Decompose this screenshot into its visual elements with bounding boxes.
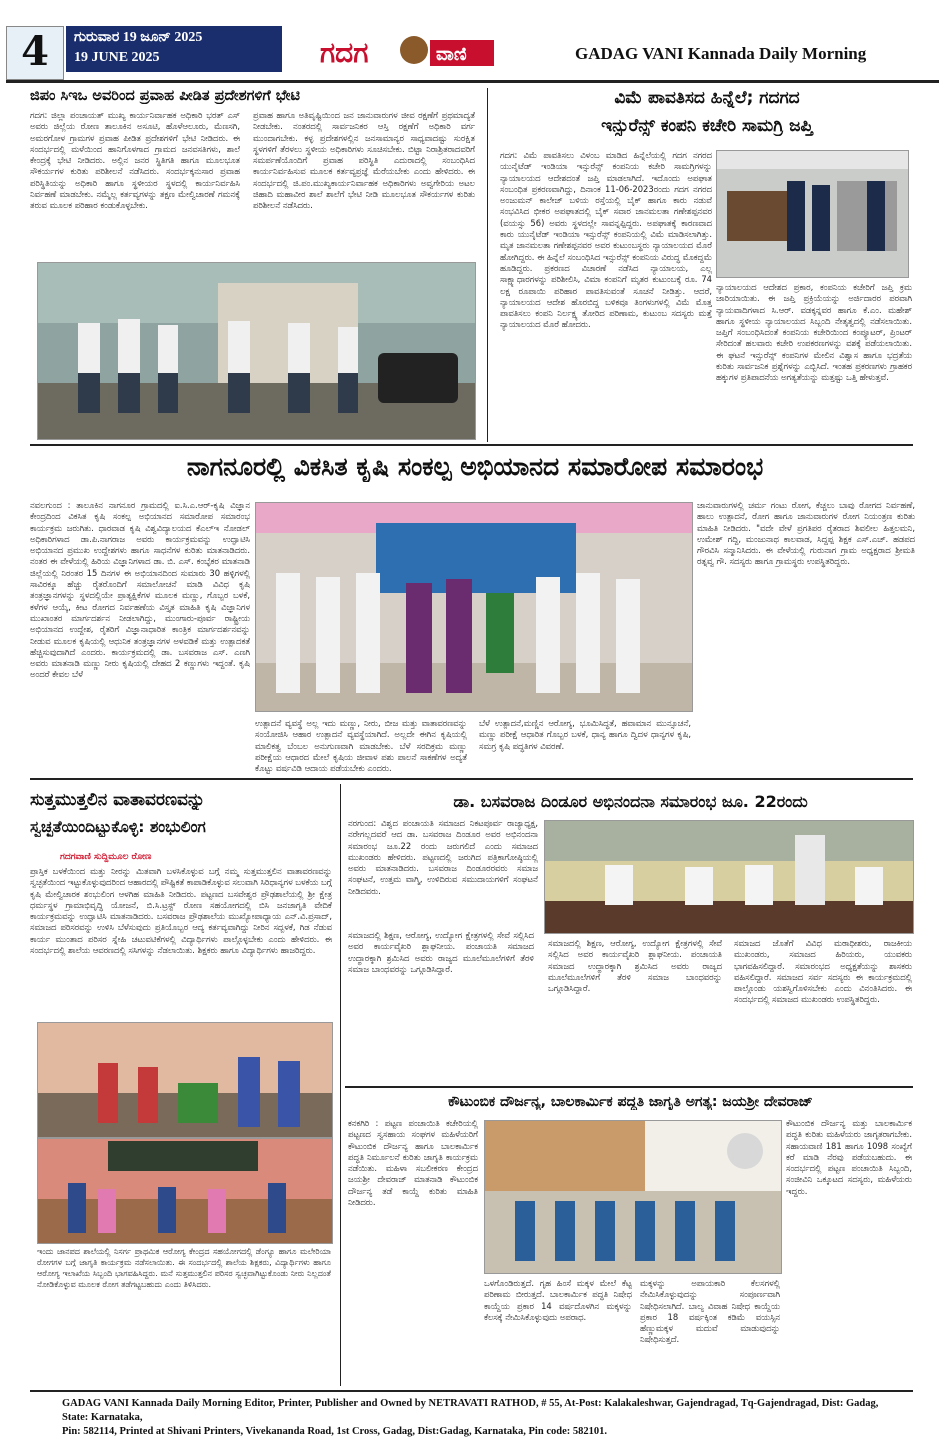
imprint-line1: GADAG VANI Kannada Daily Morning Editor, Printer, Publisher and Owned by NETRAVATI RATHOD, # 55, At-Post: Kalakaleshwar, Gajendragad, Tq-Gajendragad, Dist: Gadag, State: Karnataka, — [62, 1398, 879, 1423]
article4-byline: ಗದಗವಾಣಿ ಸುದ್ದಿಮೂಲ ರೋಣ — [60, 852, 152, 862]
article4-photo2 — [37, 1138, 333, 1244]
article4-photo1 — [37, 1022, 333, 1138]
article6-col4: ಕೌಟುಂಬಿಕ ದೌರ್ಜನ್ಯ ಮತ್ತು ಬಾಲಕಾರ್ಮಿಕ ಪದ್ಧತಿ ಕುರಿತು ಮಹಿಳೆಯರು ಜಾಗೃತರಾಗಬೇಕು. ಸಹಾಯವಾಣಿ 181 ಹಾಗೂ 1098 ಸಂಖ್ಯೆಗೆ ಕರೆ ಮಾಡಿ ನೆರವು ಪಡೆಯಬಹುದು. ಈ ಸಂದರ್ಭದಲ್ಲಿ ಪಟ್ಟಣ ಪಂಚಾಯಿತಿ ಸಿಬ್ಬಂದಿ, ಸಂಜೀವಿನಿ ಒಕ್ಕೂಟದ ಸದಸ್ಯರು, ಮಹಿಳೆಯರು ಇದ್ದರು. — [786, 1118, 912, 1196]
article5-headline: ಡಾ. ಬಸವರಾಜ ದಿಂಡೂರ ಅಭಿನಂದನಾ ಸಮಾರಂಭ ಜೂ. 22ರಂದು — [453, 792, 808, 811]
article3-photo — [255, 502, 693, 712]
date-banner — [66, 26, 282, 72]
section-rule — [345, 1086, 913, 1088]
article3-col1: ನವಲಗುಂದ : ತಾಲೂಕಿನ ನಾಗನೂರ ಗ್ರಾಮದಲ್ಲಿ ಐ.ಸಿ.ಎ.ಆರ್-ಕೃಷಿ ವಿಜ್ಞಾನ ಕೇಂದ್ರದಿಂದ ವಿಕಸಿತ ಕೃಷಿ ಸಂಕಲ್ಪ ಅಭಿಯಾನದ ಸಮಾರೋಪ ಸಮಾರಂಭ ಕಾರ್ಯಕ್ರಮ ಜರುಗಿತು. ಧಾರವಾಡ ಕೃಷಿ ವಿಶ್ವವಿದ್ಯಾಲಯದ ಕೆಎಲ್‌ಇ ನೋಡಲ್ ಅಧಿಕಾರಿಗಳಾದ ಡಾ.ಪಿ.ನಾಗರಾಜ ಅವರು ಕಾರ್ಯಕ್ರಮವನ್ನು ಉದ್ಘಾಟಿಸಿ ಅಭಿಯಾನದ ಪ್ರಮುಖ ಉದ್ದೇಶಗಳು ಹಾಗೂ ಸಾಧನೆಗಳ ಕುರಿತು ಮಾತನಾಡಿದರು. ನಂತರ ಈ ವೇಳೆಯಲ್ಲಿ ಹಿರಿಯ ವಿಜ್ಞಾನಿಗಳಾದ ಡಾ. ಬಿ. ಎಸ್. ಕಂಬ್ಳೆಕರ ಮಾತನಾಡಿ ಜಿಲ್ಲೆಯಲ್ಲಿ ನಿರಂತರ 15 ದಿನಗಳ ಈ ಅಭಿಯಾನದಿಂದ ಸುಮಾರು 30 ಹಳ್ಳಿಗಳಲ್ಲಿ ಸಾವಿರಕ್ಕೂ ಹೆಚ್ಚು ರೈತರೊಂದಿಗೆ ಸಮಾಲೋಚನೆ ಮಾಡಿ ವಿವಿಧ ಕೃಷಿ ತಂತ್ರಜ್ಞಾನಗಳನ್ನು ಸ್ಥಳದಲ್ಲಿಯೇ ಪ್ರಾತ್ಯಕ್ಷಿಕೆಗಳ ಮೂಲಕ ಮಣ್ಣು, ಗೊಬ್ಬರ ಬಳಕೆ, ಕಳೆಗಳ ಆಯ್ಕೆ, ಕೀಟ ರೋಗದ ನಿರ್ವಹಣೆಯ ವಿಸ್ತೃತ ಮಾಹಿತಿ ಕೃಷಿ ವಿಜ್ಞಾನಿಗಳ ಮುಖಾಂತರ ಮಾರ್ಗದರ್ಶನ ನೀಡಲಾಗಿದ್ದು, ಮುಂಗಾರು-ಪೂರ್ವ ರಾಷ್ಟ್ರೀಯ ಅಭಿಯಾನದ ಉದ್ದೇಶ, ರೈತರಿಗೆ ವಿಜ್ಞಾನಾಧಾರಿತ ಕಾಂತ್ರಿಕ ಮಾರ್ಗದರ್ಶನವನ್ನು ನೀಡುವ ಮೂಲಕ ಕೃಷಿಯಲ್ಲಿ ಆಧುನಿಕ ತಂತ್ರಜ್ಞಾನಗಳ ಅಳವಡಿಕೆ ಮತ್ತು ಉತ್ಪಾದಕತೆ ಹೆಚ್ಚಿಸುವುದಾಗಿದೆ ಎಂದರು. ಕಾರ್ಯಕ್ರಮದಲ್ಲಿ ಡಾ. ಬಸವರಾಜ ಎಸ್. ಎಣಗಿ ಅವರು ಮಾತನಾಡಿ ಮಣ್ಣು ನೀರು ಕೃಷಿಯಲ್ಲಿ ದೇಹದ 2 ಕಣ್ಣುಗಳು ಇದ್ದಂತೆ. ಕೃಷಿ ಅಂದರೆ ಕೇವಲ ಬೆಳೆ — [30, 500, 250, 680]
article1-col1: ಗದಗ: ಜಿಲ್ಲಾ ಪಂಚಾಯತ್ ಮುಖ್ಯ ಕಾರ್ಯನಿರ್ವಾಹಕ ಅಧಿಕಾರಿ ಭರತ್ ಎಸ್ ಅವರು ಜಿಲ್ಲೆಯ ರೋಣ ತಾಲೂಕಿನ ಅಸೂಟಿ, ಹೊಳೆಆಲೂರು, ಮೆಣಸಗಿ, ಅಮರಗೋಳ ಗ್ರಾಮಗಳ ಪ್ರವಾಹ ಪೀಡಿತ ಪ್ರದೇಶಗಳಿಗೆ ಭೇಟಿ ನೀಡಿದರು. ಈ ಸಂದರ್ಭದಲ್ಲಿ ಮಳೆಯಿಂದ ಹಾನಿಗೊಳಗಾದ ಗ್ರಾಮದ ಜನವಸತಿಗಳು, ಶಾಲೆ ಕೇಂದ್ರಕ್ಕೆ ಭೇಟಿ ನೀಡಿದರು. ಅಲ್ಲಿನ ಜನರ ಸ್ಥಿತಿಗತಿ ಹಾಗೂ ಮೂಲಭೂತ ಸೌಕರ್ಯಗಳ ಕುರಿತು ಪರಿಶೀಲನೆ ನಡೆಸಿದರು. ಸಂದರ್ಭಕ್ಕನುಸಾರ ಪ್ರವಾಹ ಪರಿಸ್ಥಿತಿಯನ್ನು ಅಧಿಕಾರಿ ಹಾಗೂ ಸ್ಥಳೀಯರ ಸ್ಥಳದಲ್ಲಿ ಕಾರ್ಯನಿರ್ವಹಿಸಿ ನಿರ್ವಹಣೆ ಮಾಡಬೇಕು. ನಮ್ಮೆಲ್ಲ ಕರ್ತವ್ಯಗಳನ್ನು ತಕ್ಷಣ ಮೇಲ್ವಿಚಾರಣೆ ಗಮನಕ್ಕೆ ತರುವ ಮೂಲಕ ಪರಿಹಾರ ಕಂಡುಕೊಳ್ಳಬೇಕು. — [30, 110, 240, 211]
article3-col4: ಜಾನುವಾರುಗಳಲ್ಲಿ ಚರ್ಮ ಗಂಟು ರೋಗ, ಕೆಚ್ಚಲು ಬಾವು ರೋಗದ ನಿರ್ವಹಣೆ, ಹಾಲು ಉತ್ಪಾದನೆ, ರೋಗ ಹಾಗೂ ಜಾನುವಾರುಗಳ ರೋಗ ನಿಯಂತ್ರಣ ಕುರಿತು ಮಾಹಿತಿ ನೀಡಿದರು. "ವದೇ ವೇಳೆ ಪ್ರಗತಿಪರ ರೈತರಾದ ಶಿವಲೀಲ ಹಿತ್ತಲಮನಿ, ಉಮೇಶ್ ಗದ್ದಿ, ಮಂಜುನಾಥ ಕಾಲವಾಡ, ಸಿದ್ದಪ್ಪ ಶಿಕ್ಷಕ ಎಸ್.ಎಚ್. ಹಡಪದ ಗೌರವಿಸಿ ಸನ್ಮಾನಿಸಿದರು. ಈ ವೇಳೆಯಲ್ಲಿ ಗುರುನಾಗ ಗ್ರಾಮ ಅಧ್ಯಕ್ಷರಾದ ಶ್ರೀಮತಿ ರತ್ನವ್ವ ಗೌ. ಸದಸ್ಯರು ಹಾಗೂ ಗ್ರಾಮಸ್ಥರು ಉಪಸ್ಥಿತರಿದ್ದರು. — [697, 500, 915, 567]
article3-col3: ಬೆಳೆ ಉತ್ಪಾದನೆ,ಮಣ್ಣಿನ ಆರೋಗ್ಯ, ಭೂಮಿಸಿದ್ಧತೆ, ಹವಾಮಾನ ಮುನ್ಸೂಚನೆ, ಮಣ್ಣು ಪರೀಕ್ಷೆ ಆಧಾರಿತ ಗೊಬ್ಬರ ಬಳಕೆ, ಧಾನ್ಯ ಹಾಗೂ ದ್ವಿದಳ ಧಾನ್ಯಗಳ ಕೃಷಿ, ಸಮಗ್ರ ಕೃಷಿ ಪದ್ಧತಿಗಳ ವಿವರಣೆ. — [479, 718, 691, 751]
section-rule — [30, 778, 913, 780]
article2-photo — [716, 150, 909, 278]
masthead-logo — [318, 28, 496, 72]
article6-col1: ಕನಕಗಿರಿ : ಪಟ್ಟಣ ಪಂಚಾಯಿತಿ ಕಚೇರಿಯಲ್ಲಿ ಪಟ್ಟಣದ ಸ್ವಸಹಾಯ ಸಂಘಗಳ ಮಹಿಳೆಯರಿಗೆ ಕೌಟುಂಬಿಕ ದೌರ್ಜನ್ಯ ಹಾಗೂ ಬಾಲಕಾರ್ಮಿಕ ಪದ್ಧತಿ ನಿರ್ಮೂಲನೆ ಕುರಿತು ಜಾಗೃತಿ ಕಾರ್ಯಕ್ರಮ ನಡೆಯಿತು. ಮಹಿಳಾ ಸಬಲೀಕರಣ ಕೇಂದ್ರದ ಜಯಶ್ರೀ ದೇವರಾಜ್ ಮಾತನಾಡಿ ಕೌಟುಂಬಿಕ ದೌರ್ಜನ್ಯ ತಡೆ ಕಾಯ್ದೆ ಕುರಿತು ಮಾಹಿತಿ ನೀಡಿದರು. — [348, 1118, 478, 1208]
masthead-logo-graphic — [318, 28, 496, 72]
article2-col2: ನ್ಯಾಯಾಲಯದ ಆದೇಶದ ಪ್ರಕಾರ, ಕಂಪನಿಯ ಕಚೇರಿಗೆ ಜಪ್ತಿ ಕ್ರಮ ಜಾರಿಯಾಯಿತು. ಈ ಜಪ್ತಿ ಪ್ರಕ್ರಿಯೆಯನ್ನು ಅರ್ಜಿದಾರರ ಪರವಾಗಿ ನ್ಯಾಯವಾದಿಗಳಾದ ಸಿ.ಆರ್. ವಡಕ್ಕನ್ನವರ ಹಾಗೂ ಕೆ.ಎಂ. ಮಹೇಶ್ ಹಾಗೂ ಸ್ಥಳೀಯ ನ್ಯಾಯಾಲಯದ ಸಿಬ್ಬಂದಿ ನೇತೃತ್ವದಲ್ಲಿ ನಡೆಸಲಾಯಿತು. ಜಪ್ತಿಗೆ ಸಂಬಂಧಿಸಿದಂತೆ ಕಂಪನಿಯ ಕಚೇರಿಯಿಂದ ಕಂಪ್ಯೂಟರ್, ಪ್ರಿಂಟರ್ ಸೇರಿದಂತೆ ಹಲವಾರು ಕಚೇರಿ ಉಪಕರಣಗಳನ್ನು ವಶಕ್ಕೆ ಪಡೆಯಲಾಯಿತು. ಈ ಘಟನೆ ಇನ್ಸುರೆನ್ಸ್ ಕಂಪನಿಗಳ ಮೇಲಿನ ವಿಶ್ವಾಸ ಹಾಗೂ ಭದ್ರತೆಯ ಕುರಿತು ಸಾರ್ವಜನಿಕ ಪ್ರಶ್ನೆಗಳನ್ನು ಎಬ್ಬಿಸಿದೆ. ಇಂತಹ ಪ್ರಕರಣಗಳು ಗ್ರಾಹಕರ ಹಕ್ಕುಗಳ ಪ್ರತಿಪಾದನೆಯ ಅಗತ್ಯತೆಯನ್ನು ಮತ್ತಷ್ಟು ಒತ್ತಿ ಹೇಳುತ್ತವೆ. — [716, 282, 912, 383]
article6-photo — [484, 1120, 782, 1274]
article5-col1: ನರಗುಂದ: ವಿಶ್ವದ ಪಂಚಾಯತಿ ಸಮಾಜದ ನಿಕಟಪೂರ್ವ ರಾಜ್ಯಾಧ್ಯಕ್ಷ, ನರೇಗಲ್ಲದವರೆ ಆದ ಡಾ. ಬಸವರಾಜ ದಿಂಡೂರ ಅವರ ಅಭಿನಂದನಾ ಸಮಾರಂಭ ಜೂ.22 ರಂದು ಜರುಗಲಿದೆ ಎಂದು ಸಮಾಜದ ಮುಖಂಡರು ಹೇಳಿದರು. ಪಟ್ಟಣದಲ್ಲಿ ಜರುಗಿದ ಪತ್ರಿಕಾಗೋಷ್ಠಿಯಲ್ಲಿ ಅವರು ಮಾತನಾಡಿದರು. ಬಸವರಾಜ ದಿಂಡೂರರವರು ಸಮಾಜ ಸಂಘಟನೆ, ಉತ್ತಮ ವಾಗ್ಮಿ, ಉಳಿದಿರುವ ಸಮುದಾಯಗಳಿಗೆ ಸಂಘಟನೆ ನೀಡಿದವರು. — [348, 818, 538, 896]
article4-col1: ಪ್ರಾಸ್ತಿಕ ಬಳಕೆಯಿಂದ ಮತ್ತು ನೀರನ್ನು ಮಿತವಾಗಿ ಬಳಸಿಕೊಳ್ಳುವ ಬಗ್ಗೆ ನಮ್ಮ ಸುತ್ತಮುತ್ತಲಿನ ವಾತಾವರಣವನ್ನು ಸ್ವಚ್ಛತೆಯಿಂದ ಇಟ್ಟುಕೊಳ್ಳುವುದರಿಂದ ಆಹಾರದಲ್ಲಿ ಪೌಷ್ಟಿಕತೆ ಕಾಪಾಡಿಕೊಳ್ಳುವ ಸಲುವಾಗಿ ಸಿರಿಧಾನ್ಯಗಳ ಬಳಕೆಯ ಬಗ್ಗೆ ಕೃಷಿ ಮೇಲ್ವಿಚಾರಕ ಶಂಭುಲಿಂಗ ಆಳಗಿಹ ಮಾಹಿತಿ ನೀಡಿದರು. ಪಟ್ಟಣದ ಬಸವೇಶ್ವರ ಪ್ರೌಢಶಾಲೆಯಲ್ಲಿ ಶ್ರೀ ಕ್ಷೇತ್ರ ಧರ್ಮಸ್ಥಳ ಗ್ರಾಮಾಭಿವೃದ್ಧಿ ಯೋಜನೆ, ಬಿ.ಸಿ.ಟ್ರಸ್ಟ್ ರೋಣ ಸಹಯೋಗದಲ್ಲಿ ಬಿಸಿ ಜನಜಾಗೃತಿ ವೇದಿಕೆ ಕಾರ್ಯಕ್ರಮವನ್ನು ಉದ್ಘಾಟಿಸಿ ಮಾತನಾಡಿದರು. ಬಸವರಾಜ ಪ್ರೌಢಶಾಲೆಯ ಮುಖ್ಯೋಪಾಧ್ಯಾಯ ಎನ್.ವಿ.ಪ್ರಸಾದ್, ಸಮಾಜದ ಪರಿಸರವನ್ನು ಉಳಿಸಿ ಬೆಳೆಸುವುದು ಪ್ರತಿಯೊಬ್ಬರ ಆದ್ಯ ಕರ್ತವ್ಯವಾಗಿದ್ದು ನೀರಿನ ಸದ್ಬಳಕೆ, ಗಿಡ ನೆಡುವ ಕಾರ್ಯ ಮುಂತಾದ ಪರಿಸರ ಸ್ನೇಹಿ ಚಟುವಟಿಕೆಗಳಲ್ಲಿ ವಿದ್ಯಾರ್ಥಿಗಳು ಪಾಲ್ಗೊಳ್ಳಬೇಕು ಎಂದು ಹೇಳಿದರು. ಈ ಸಂದರ್ಭದಲ್ಲಿ ಶಾಲೆಯ ಆವರಣದಲ್ಲಿ ಸಸಿಗಳನ್ನು ನೆಡಲಾಯಿತು. ಶಿಕ್ಷಕರು ಹಾಗೂ ವಿದ್ಯಾರ್ಥಿಗಳು ಹಾಜರಿದ್ದರು. — [30, 866, 332, 956]
article2-headline-line2: ಇನ್ಸುರೆನ್ಸ್ ಕಂಪನಿ ಕಚೇರಿ ಸಾಮಗ್ರಿ ಜಪ್ತಿ — [601, 116, 813, 136]
article1-headline: ಜಿಪಂ ಸಿಇಒ ಅವರಿಂದ ಪ್ರವಾಹ ಪೀಡಿತ ಪ್ರದೇಶಗಳಿಗೆ ಭೇಟಿ — [30, 88, 300, 104]
date-kannada: ಗುರುವಾರ 19 ಜೂನ್ 2025 — [74, 30, 203, 45]
paper-name: GADAG VANI Kannada Daily Morning — [575, 44, 867, 63]
school-planting-image — [38, 1023, 332, 1137]
column-divider — [487, 88, 488, 442]
awareness-program-image — [38, 1139, 332, 1243]
header-rule — [6, 80, 939, 83]
article4-headline-line1: ಸುತ್ತಮುತ್ತಲಿನ ವಾತಾವರಣವನ್ನು — [30, 790, 206, 810]
date-english: 19 JUNE 2025 — [74, 50, 160, 65]
officials-visit-image — [38, 263, 475, 439]
imprint-footer — [62, 1397, 892, 1439]
article3-col2: ಉತ್ಪಾದನೆ ವ್ಯವಸ್ಥೆ ಅಲ್ಲ ಇದು ಮಣ್ಣು, ನೀರು, ಬೀಜ ಮತ್ತು ವಾತಾವರಣವನ್ನು ಸಂಯೋಜಿಸಿ ಆಹಾರ ಉತ್ಪಾದನೆ ವ್ಯವಸ್ಥೆಯಾಗಿದೆ. ಅಲ್ಲದೇ ಈಗಿನ ಕೃಷಿಯಲ್ಲಿ ಮಾಲಿಕತ್ವ ಬೆಂಬಲ ಅನುಗುಣವಾಗಿ ಮಾಡಬೇಕು. ಬೆಳೆ ಸರದಿಕ್ರಮ ಮಣ್ಣು ಪರೀಕ್ಷೆಯ ಆಧಾರದ ಮೇಲೆ ಕೃಷಿಯ ಜೀವಾಳ ಪಶು ಪಾಲನೆ ಸಾಕಣೆಗಳ ಅದ್ಯತೆ ಕೊಟ್ಟು ವರ್ಷವಿಡಿ ಆದಾಯ ಪಡೆಯಬೇಕು ಎಂದರು. — [255, 718, 467, 774]
article1-col2: ಪ್ರವಾಹ ಹಾಗೂ ಅತಿವೃಷ್ಟಿಯಿಂದ ಜನ ಜಾನುವಾರುಗಳ ಜೀವ ರಕ್ಷಣೆಗೆ ಪ್ರಥಮಾದ್ಯತೆ ನೀಡಬೇಕು. ನಂತರದಲ್ಲಿ ಸಾರ್ವಜನಿಕರ ಆಸ್ತಿ ರಕ್ಷಣೆಗೆ ಅಧಿಕಾರಿ ವರ್ಗ ಮುಂದಾಗಬೇಕು. ಕಳ್ಳ ಪ್ರದೇಶಗಳಲ್ಲಿನ ಜನಸಾಮಾನ್ಯರ ಸಾಧ್ಯವಾದಷ್ಟು ಸುರಕ್ಷಿತ ಸ್ಥಳಗಳಿಗೆ ತೆರಳಲು ಸ್ಥಳೀಯ ಅಧಿಕಾರಿಗಳು ಸೂಚಿಸಬೇಕು. ಬಿಟ್ಟಾ ನಿರಾಶ್ರಿತರಾದವರಿಗೆ ಸಮರ್ಪಣೆಯೊಂದಿಗೆ ಪ್ರವಾಹ ಪರಿಸ್ಥಿತಿ ಎದುರಾದಲ್ಲಿ ಸಂಬಂಧಿಸಿದ ಕಾರ್ಯನಿರ್ವಹಿಸುವ ಮೂಲಕ ಕರ್ತವ್ಯಪ್ರಜ್ಞೆ ಮೆರೆಯಬೇಕು ಎಂದು ಹೇಳಿದರು. ಈ ಸಂದರ್ಭದಲ್ಲಿ ಜಿ.ಪಂ.ಮುಖ್ಯಕಾರ್ಯನಿರ್ವಾಹಕ ಅಧಿಕಾರಿಗಳು ಅವ್ವಗೇರಿಯ ಅಟಲ ಜಿಹಾದಿ ಮಹಾವೀರ ಶಾಲೆ ಶಾಲೆಗೆ ಭೇಟಿ ನೀಡಿ ಮೂಲಭೂತ ಸೌಕರ್ಯಗಳ ಕುರಿತು ಪರಿಶೀಲನೆ ನಡೆಸಿದರು. — [253, 110, 475, 211]
article3-headline: ನಾಗನೂರಲ್ಲಿ ವಿಕಸಿತ ಕೃಷಿ ಸಂಕಲ್ಪ ಅಭಿಯಾನದ ಸಮಾರೋಪ ಸಮಾರಂಭ — [186, 452, 764, 481]
press-meet-image — [545, 821, 913, 933]
article5-col2b: ಸಮಾಜದಲ್ಲಿ ಶಿಕ್ಷಣ, ಆರೋಗ್ಯ, ಉದ್ಯೋಗ ಕ್ಷೇತ್ರಗಳಲ್ಲಿ ಸೇವೆ ಸಲ್ಲಿಸಿದ ಅವರ ಕಾರ್ಯವೈಖರಿ ಶ್ಲಾಘನೀಯ. ಪಂಚಾಯತಿ ಸಮಾಜದ ಉದ್ಧಾರಕ್ಕಾಗಿ ಶ್ರಮಿಸಿದ ಅವರು ರಾಜ್ಯದ ಮೂಲೆಮೂಲೆಗಳಿಗೆ ತೆರಳಿ ಸಮಾಜ ಬಾಂಧವರನ್ನು ಒಗ್ಗೂಡಿಸಿದ್ದಾರೆ. — [548, 938, 722, 994]
article4-headline-line2: ಸ್ವಚ್ಛತೆಯಿಂದಿಟ್ಟುಕೊಳ್ಳಿ: ಶಂಭುಲಿಂಗ — [30, 818, 206, 836]
article6-col2: ಒಳಗೊಂಡಿರುತ್ತದೆ. ಗೃಹ ಹಿಂಸೆ ಮಕ್ಕಳ ಮೇಲೆ ಕೆಟ್ಟ ಪರಿಣಾಮ ಬೀರುತ್ತದೆ. ಬಾಲಕಾರ್ಮಿಕ ಪದ್ಧತಿ ನಿಷೇಧ ಕಾಯ್ದೆಯ ಪ್ರಕಾರ 14 ವರ್ಷದೊಳಗಿನ ಮಕ್ಕಳನ್ನು ಕೆಲಸಕ್ಕೆ ನೇಮಿಸಿಕೊಳ್ಳುವುದು ಅಪರಾಧ. — [484, 1278, 632, 1322]
article5-col3: ಸಮಾಜದ ಜೊತೆಗೆ ವಿವಿಧ ಮಠಾಧೀಶರು, ರಾಜಕೀಯ ಮುಖಂಡರು, ಸಮಾಜದ ಹಿರಿಯರು, ಯುವಕರು ಭಾಗವಹಿಸಲಿದ್ದಾರೆ. ಸಮಾರಂಭದ ಅಧ್ಯಕ್ಷತೆಯನ್ನು ಶಾಸಕರು ವಹಿಸಲಿದ್ದಾರೆ. ಸಮಾಜದ ಸರ್ವ ಸದಸ್ಯರು ಈ ಕಾರ್ಯಕ್ರಮದಲ್ಲಿ ಪಾಲ್ಗೊಂಡು ಯಶಸ್ವಿಗೊಳಿಸಬೇಕು ಎಂದು ವಿನಂತಿಸಿದರು. ಈ ಸಂದರ್ಭದಲ್ಲಿ ಸಮಾಜದ ಮುಖಂಡರು ಉಪಸ್ಥಿತರಿದ್ದರು. — [734, 938, 912, 1005]
article1-photo — [37, 262, 476, 440]
page-number: 4 — [6, 26, 64, 80]
article2-headline-line1: ವಿಮೆ ಪಾವತಿಸದ ಹಿನ್ನೆಲೆ; ಗದಗದ — [614, 88, 800, 108]
article5-col2: ಸಮಾಜದಲ್ಲಿ ಶಿಕ್ಷಣ, ಆರೋಗ್ಯ, ಉದ್ಯೋಗ ಕ್ಷೇತ್ರಗಳಲ್ಲಿ ಸೇವೆ ಸಲ್ಲಿಸಿದ ಅವರ ಕಾರ್ಯವೈಖರಿ ಶ್ಲಾಘನೀಯ. ಪಂಚಾಯತಿ ಸಮಾಜದ ಉದ್ಧಾರಕ್ಕಾಗಿ ಶ್ರಮಿಸಿದ ಅವರು ರಾಜ್ಯದ ಮೂಲೆಮೂಲೆಗಳಿಗೆ ತೆರಳಿ ಸಮಾಜ ಬಾಂಧವರನ್ನು ಒಗ್ಗೂಡಿಸಿದ್ದಾರೆ. — [348, 930, 534, 974]
article4-caption: ಇಂದು ಜಾನಪದ ಶಾಲೆಯಲ್ಲಿ ನಿಸರ್ಗ ಪ್ರಾಥಮಿಕ ಆರೋಗ್ಯ ಕೇಂದ್ರದ ಸಹಯೋಗದಲ್ಲಿ ಡೆಂಗ್ಯೂ ಹಾಗೂ ಮಲೇರಿಯಾ ರೋಗಗಳ ಬಗ್ಗೆ ಜಾಗೃತಿ ಕಾರ್ಯಕ್ರಮ ನಡೆಸಲಾಯಿತು. ಈ ಸಂದರ್ಭದಲ್ಲಿ ಶಾಲೆಯ ಶಿಕ್ಷಕರು, ವಿದ್ಯಾರ್ಥಿಗಳು ಹಾಗೂ ಆರೋಗ್ಯ ಇಲಾಖೆಯ ಸಿಬ್ಬಂದಿ ಭಾಗವಹಿಸಿದ್ದರು. ಮನೆ ಸುತ್ತಮುತ್ತಲಿನ ಪರಿಸರ ಸ್ವಚ್ಛವಾಗಿಟ್ಟುಕೊಂಡು ನೀರು ನಿಲ್ಲದಂತೆ ನೋಡಿಕೊಳ್ಳುವ ಮೂಲಕ ರೋಗ ತಡೆಗಟ್ಟಬಹುದು ಎಂದು ತಿಳಿಸಿದರು. — [37, 1247, 331, 1289]
ceremony-image — [256, 503, 692, 711]
article2-col1: ಗದಗ: ವಿಮೆ ಪಾವತಿಸಲು ವಿಳಂಬ ಮಾಡಿದ ಹಿನ್ನೆಲೆಯಲ್ಲಿ ಗದಗ ನಗರದ ಯುನೈಟೆಡ್ ಇಂಡಿಯಾ ಇನ್ಸುರೆನ್ಸ್ ಕಂಪನಿಯ ಕಚೇರಿ ಸಾಮಗ್ರಿಗಳನ್ನು ನ್ಯಾಯಾಲಯದ ಆದೇಶದಂತೆ ಜಪ್ತಿ ಮಾಡಲಾಗಿದೆ. ಇದೊಂದು ಅಪಘಾತ ಸಂಬಂಧಿತ ಪ್ರಕರಣವಾಗಿದ್ದು, ದಿನಾಂಕ 11-06-2023ರಂದು ಗದಗ ನಗರದ ಅಂಜುಮನ್ ಕಾಲೇಜ್ ಬಳಿಯ ರಸ್ತೆಯಲ್ಲಿ ಬೈಕ್ ಹಾಗೂ ಕಾರು ನಡುವೆ ಸಂಭವಿಸಿದ ಭೀಕರ ಅಪಘಾತದಲ್ಲಿ ಬೈಕ್ ಸವಾರ ಜಾನಮಲತಾ ಗಣೇಶಪ್ಪನವರ (ವಯಸ್ಸು 56) ಅವರು ಸ್ಥಳದಲ್ಲೇ ಸಾವನ್ನಪ್ಪಿದ್ದರು. ಅಪಘಾತಕ್ಕೆ ಕಾರಣವಾದ ಕಾರು ಯುನೈಟೆಡ್ ಇಂಡಿಯಾ ಇನ್ಸುರೆನ್ಸ್ ಕಂಪನಿಯಲ್ಲಿ ವಿಮೆ ಮಾಡಿಸಲಾಗಿತ್ತು. ಮೃತ ಜಾನಮಲತಾ ಗಣೇಶಪ್ಪನವರ ಅವರ ಕುಟುಂಬಸ್ಥರು ನ್ಯಾಯಾಲಯದ ಮೊರೆ ಹೋಗಿದ್ದರು. ಈ ಹಿನ್ನೆಲೆ ಸಂಬಂಧಿಸಿದ ಇನ್ಸುರೆನ್ಸ್ ಕಂಪನಿಯ ವಿರುದ್ಧ ಮೊಕದ್ದಮೆ ಹೂಡಿದ್ದರು. ಪ್ರಕರಣದ ವಿಚಾರಣೆ ನಡೆಸಿದ ನ್ಯಾಯಾಲಯ, ಎಲ್ಲ ಸಾಕ್ಷ್ಯಾಧಾರಗಳನ್ನು ಪರಿಶೀಲಿಸಿ, ವಿಮಾ ಕಂಪನಿಗೆ ಮೃತರ ಕುಟುಂಬಕ್ಕೆ ರೂ. 74 ಲಕ್ಷ ರೂಪಾಯಿ ಪರಿಹಾರ ಪಾವತಿಸುವಂತೆ ಸೂಚನೆ ನೀಡಿತ್ತು. ಆದರೆ, ನ್ಯಾಯಾಲಯದ ಆದೇಶ ಹೊರಬಿದ್ದ ಬಳಿಕವೂ ತಿಂಗಳುಗಳಲ್ಲಿ ವಿಮೆ ಮೊತ್ತ ಪಾವತಿಸಲು ಕಂಪನಿ ನಿರ್ಲಕ್ಷ್ಯ ತೋರಿದ ಪರಿಣಾಮ, ಕುಟುಂಬ ಸದಸ್ಯರು ಮತ್ತೆ ನ್ಯಾಯಾಲಯದ ಮೊರೆ ಹೋದರು. — [500, 150, 712, 330]
article6-headline: ಕೌಟುಂಬಿಕ ದೌರ್ಜನ್ಯ, ಬಾಲಕಾರ್ಮಿಕ ಪದ್ಧತಿ ಜಾಗೃತಿ ಅಗತ್ಯ: ಜಯಶ್ರೀ ದೇವರಾಜ್ — [448, 1094, 813, 1110]
awareness-meeting-image — [485, 1121, 781, 1273]
column-divider — [340, 784, 341, 1386]
masthead-right-text: ವಾಣಿ — [436, 44, 467, 65]
article5-photo — [544, 820, 914, 934]
masthead-left-text: ಗದಗ — [320, 36, 369, 69]
logo-emblem — [400, 36, 428, 64]
insurance-office-image — [717, 151, 908, 277]
footer-rule — [30, 1390, 913, 1392]
article6-col3: ಮಕ್ಕಳನ್ನು ಅಪಾಯಕಾರಿ ಕೆಲಸಗಳಲ್ಲಿ ನೇಮಿಸಿಕೊಳ್ಳುವುದನ್ನು ಸಂಪೂರ್ಣವಾಗಿ ನಿಷೇಧಿಸಲಾಗಿದೆ. ಬಾಲ್ಯ ವಿವಾಹ ನಿಷೇಧ ಕಾಯ್ದೆಯ ಪ್ರಕಾರ 18 ವರ್ಷಕ್ಕಿಂತ ಕಡಿಮೆ ವಯಸ್ಸಿನ ಹೆಣ್ಣುಮಕ್ಕಳ ಮದುವೆ ಮಾಡುವುದನ್ನು ನಿಷೇಧಿಸುತ್ತದೆ. — [640, 1278, 780, 1345]
imprint-line2: Pin: 582114, Printed at Shivani Printers, Vivekananda Road, 1st Cross, Gadag, Dist:Gadag, Karnataka, Pin code: 582101. — [62, 1426, 607, 1437]
section-rule — [30, 444, 913, 446]
